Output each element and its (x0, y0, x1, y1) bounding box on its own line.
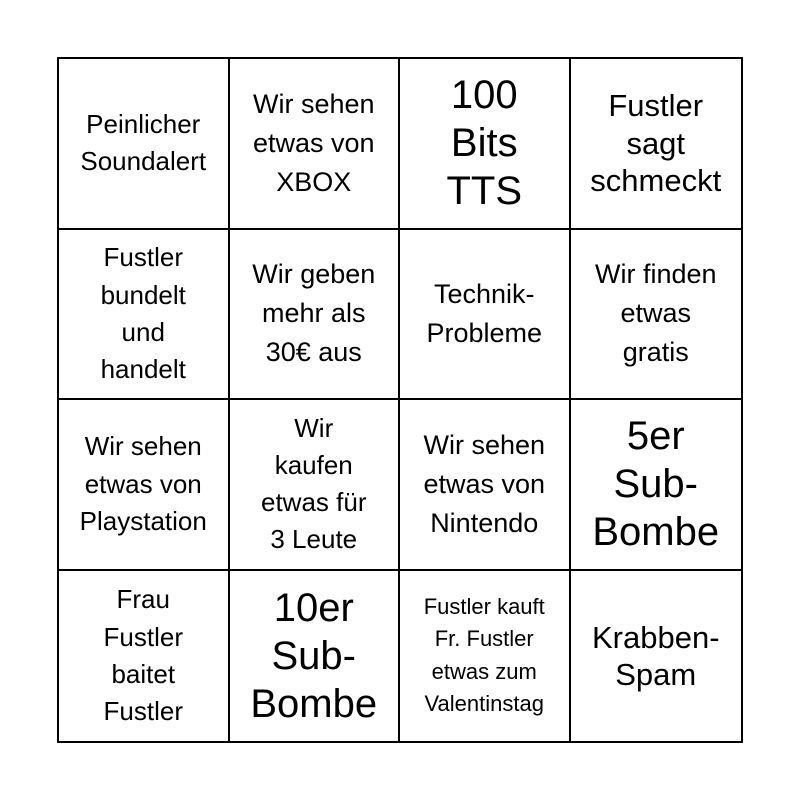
bingo-cell[interactable] (400, 571, 571, 742)
bingo-cell-text: Fustler sagt schmeckt (590, 88, 722, 198)
bingo-cell[interactable] (571, 59, 742, 230)
bingo-cell-text: Wir sehen etwas von Nintendo (423, 429, 546, 538)
bingo-cell-text: Wir sehen etwas von XBOX (252, 88, 375, 197)
bingo-cell-text: Krabben- Spam (591, 619, 720, 692)
bingo-cell-text: 10er Sub- Bombe (250, 585, 378, 726)
bingo-cell[interactable] (59, 230, 230, 401)
bingo-cell-text: Fustler bundelt und handelt (100, 242, 186, 384)
bingo-cell-text: Wir kaufen etwas für 3 Leute (261, 412, 367, 555)
bingo-cell[interactable] (571, 400, 742, 571)
bingo-cell[interactable] (230, 230, 401, 401)
bingo-cell-text: 100 Bits TTS (446, 73, 523, 214)
bingo-cell[interactable] (400, 230, 571, 401)
bingo-cell-text: Frau Fustler baitet Fustler (103, 584, 183, 726)
bingo-cell[interactable] (230, 400, 401, 571)
bingo-cell-text: Technik- Probleme (426, 278, 543, 348)
bingo-cell[interactable] (571, 571, 742, 742)
bingo-cell[interactable] (59, 59, 230, 230)
bingo-cell[interactable] (59, 571, 230, 742)
bingo-cell[interactable] (230, 59, 401, 230)
bingo-cell-text: 5er Sub- Bombe (592, 414, 720, 555)
bingo-cell-text: Wir finden etwas gratis (594, 259, 717, 368)
bingo-cell[interactable] (230, 571, 401, 742)
bingo-cell-text: Wir sehen etwas von Playstation (79, 431, 207, 536)
bingo-cell[interactable] (400, 400, 571, 571)
bingo-card (57, 57, 743, 743)
bingo-cell-text: Peinlicher Soundalert (80, 109, 207, 177)
bingo-cell-text: Wir geben mehr als 30€ aus (252, 259, 376, 368)
bingo-cell[interactable] (571, 230, 742, 401)
bingo-cell[interactable] (400, 59, 571, 230)
bingo-cell[interactable] (59, 400, 230, 571)
bingo-cell-text: Fustler kauft Fr. Fustler etwas zum Valentinstag (423, 593, 545, 717)
